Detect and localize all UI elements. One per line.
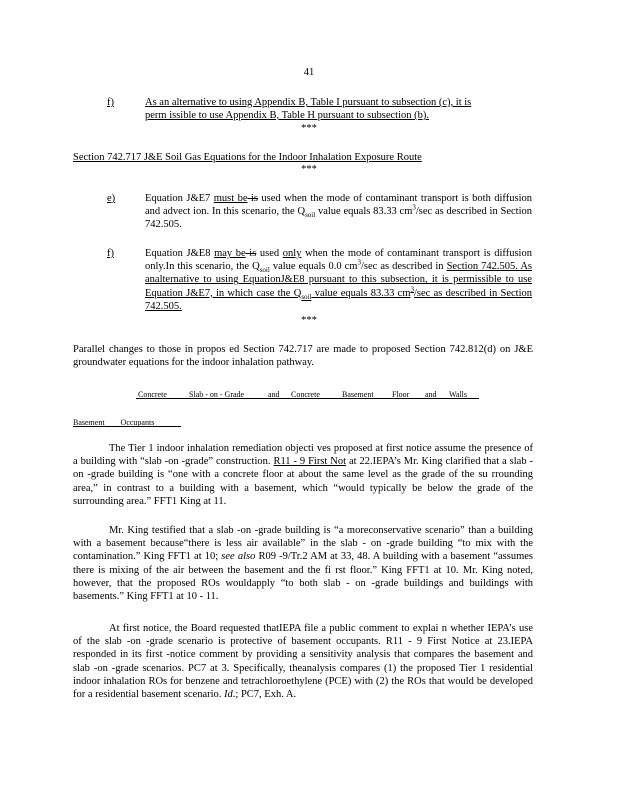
paragraph-board-request: At first notice, the Board requested thatIEPA file a public comment to explai n whether IEPA’s use of the slab -on -grade scenario is protective of basement occupants. R11 - 9 First Notice at 23.IEPA responded in its first -notice comment by providing a sensitivity analysis that compares the basement and slab -on -grade scenarios. PC7 at 3. Specifically, theanalysis compares (1) the proposed Tier 1 residential indoor inhalation ROs for benzene and tetrachloroethylene (PCE) with (2) the ROs that would be developed for a residential basement scenario. Id.; PC7, Exh. A. bbox=[73, 623, 533, 701]
document-page: 41 f) As an alternative to using Appendix B, Table I pursuant to subsection (c), it is perm issible to use Appendix B, Table H pursuant to subsection (b). *** Section 742.717 J&E Soil Gas Equations for the Indoor Inhalation Exposure Route *** e) Equation J&E7 must be is used when the mode of contaminant transport is both diffusion and advect ion. In this scenario, the $Q_{soil}$ value equals 83.33 $cm^3/\sec$ as described in Section 742.505. f) Equation J&E8 may be is used only when the mode of contaminant transport is diffusion only.In this scenario, the $Q_{soil}$ value equals 0.0 $cm^3/\sec$ as described in Section 742.505. As analternative to using EquationJ&E8 pursuant to this subsection, it is permissible to use Equation J&E7, in which case the $Q_{soil}$ value equals 83.33 $cm^3/\sec$ as described in Section 742.505. *** Parallel changes to those in propos ed Section 742.717 are made to proposed Section 742.812(d) on J&E groundwater equations for the indoor inhalation pathway. Concrete Slab - on - Grade and Concrete Basement Floor and Walls Basement Occupants The Tier 1 indoor inhalation remediation objecti ves proposed at first notice assume the presence of a building with “slab -on -grade” construction. R11 - 9 First Not at 22.IEPA’s Mr. King clarified that a slab -on -grade building is “one with a concrete floor at about the same level as the grade of the su rrounding area,” in contrast to a building with a basement, which “would typically be below the grade of the surrounding area.” FFT1 King at 11. Mr. King testified that a slab -on -grade building is “a moreconservative scenario” than a building with a basement because“there is less air available” in the slab - on -grade building “to mix with the contamination.” King FFT1 at 10; see also R09 -9/Tr.2 AM at 33, 48. A building with a basement “assumes there is mixing of the air between the basement and the fi rst floor.” King FFT1 at 10. Mr. King noted, however, that the proposed ROs wouldapply “to both slab - on -grade buildings and buildings with basements.” King FFT1 at 10 - 11. At first notice, the Board requested thatIEPA file a public comment to explai n whether IEPA’s use of the slab -on -grade scenario is protective of basement occupants. R11 - 9 First Notice at 23.IEPA responded in its first -notice comment by providing a sensitivity analysis that compares the basement and slab -on -grade scenarios. PC7 at 3. Specifically, theanalysis compares (1) the proposed Tier 1 residential indoor inhalation ROs for benzene and tetrachloroethylene (PCE) with (2) the ROs that would be developed for a residential basement scenario. Id.; PC7, Exh. A. bbox=[0, 0, 618, 800]
item-label: f) bbox=[107, 248, 114, 259]
section-heading: Section 742.717 J&E Soil Gas Equations for the Indoor Inhalation Exposure Route bbox=[73, 152, 422, 163]
separator-stars: *** bbox=[301, 123, 317, 134]
separator-stars: *** bbox=[301, 164, 317, 175]
item-text-line-1: As an alternative to using Appendix B, Table I pursuant to subsection (c), it is bbox=[145, 97, 472, 108]
item-label: e) bbox=[107, 193, 116, 204]
separator-stars: *** bbox=[301, 315, 317, 326]
parallel-changes-paragraph: Parallel changes to those in propos ed Section 742.717 are made to proposed Section 742.812(d) on J&E groundwater equations for the indoor inhalation pathway. bbox=[73, 344, 533, 369]
page-number: 41 bbox=[303, 67, 315, 78]
item-text: Equation J&E7 must be is used when the mode of contaminant transport is both diffusion and advect ion. In this scenario, the $Q_{soil}$ value equals 83.33 $cm^3/\sec$ as described in Section 742.505. bbox=[145, 193, 532, 231]
item-label: f) bbox=[107, 97, 114, 108]
paragraph-king-testimony: Mr. King testified that a slab -on -grade building is “a moreconservative scenario” than a building with a basement because“there is less air available” in the slab - on -grade building “to mix with the contamination.” King FFT1 at 10; see also R09 -9/Tr.2 AM at 33, 48. A building with a basement “assumes there is mixing of the air between the basement and the fi rst floor.” King FFT1 at 10. Mr. King noted, however, that the proposed ROs wouldapply “to both slab - on -grade buildings and buildings with basements.” King FFT1 at 10 - 11. bbox=[73, 525, 533, 603]
item-text: Equation J&E8 may be is used only when the mode of contaminant transport is diffusion only.In this scenario, the $Q_{soil}$ value equals 0.0 $cm^3/\sec$ as described in Section 742.505. As analternative to using EquationJ&E8 pursuant to this subsection, it is permissible to use Equation J&E7, in which case the $Q_{soil}$ value equals 83.33 $cm^3/\sec$ as described in Section 742.505. bbox=[145, 248, 532, 312]
item-text-line-2: perm issible to use Appendix B, Table H pursuant to subsection (b). bbox=[145, 110, 429, 121]
paragraph-slab-on-grade-assumption: The Tier 1 indoor inhalation remediation objecti ves proposed at first notice assume the presence of a building with “slab -on -grade” construction. R11 - 9 First Not at 22.IEPA’s Mr. King clarified that a slab -on -grade building is “one with a concrete floor at about the same level as the grade of the su rrounding area,” in contrast to a building with a basement, which “would typically be below the grade of the surrounding area.” FFT1 King at 11. bbox=[73, 443, 533, 507]
